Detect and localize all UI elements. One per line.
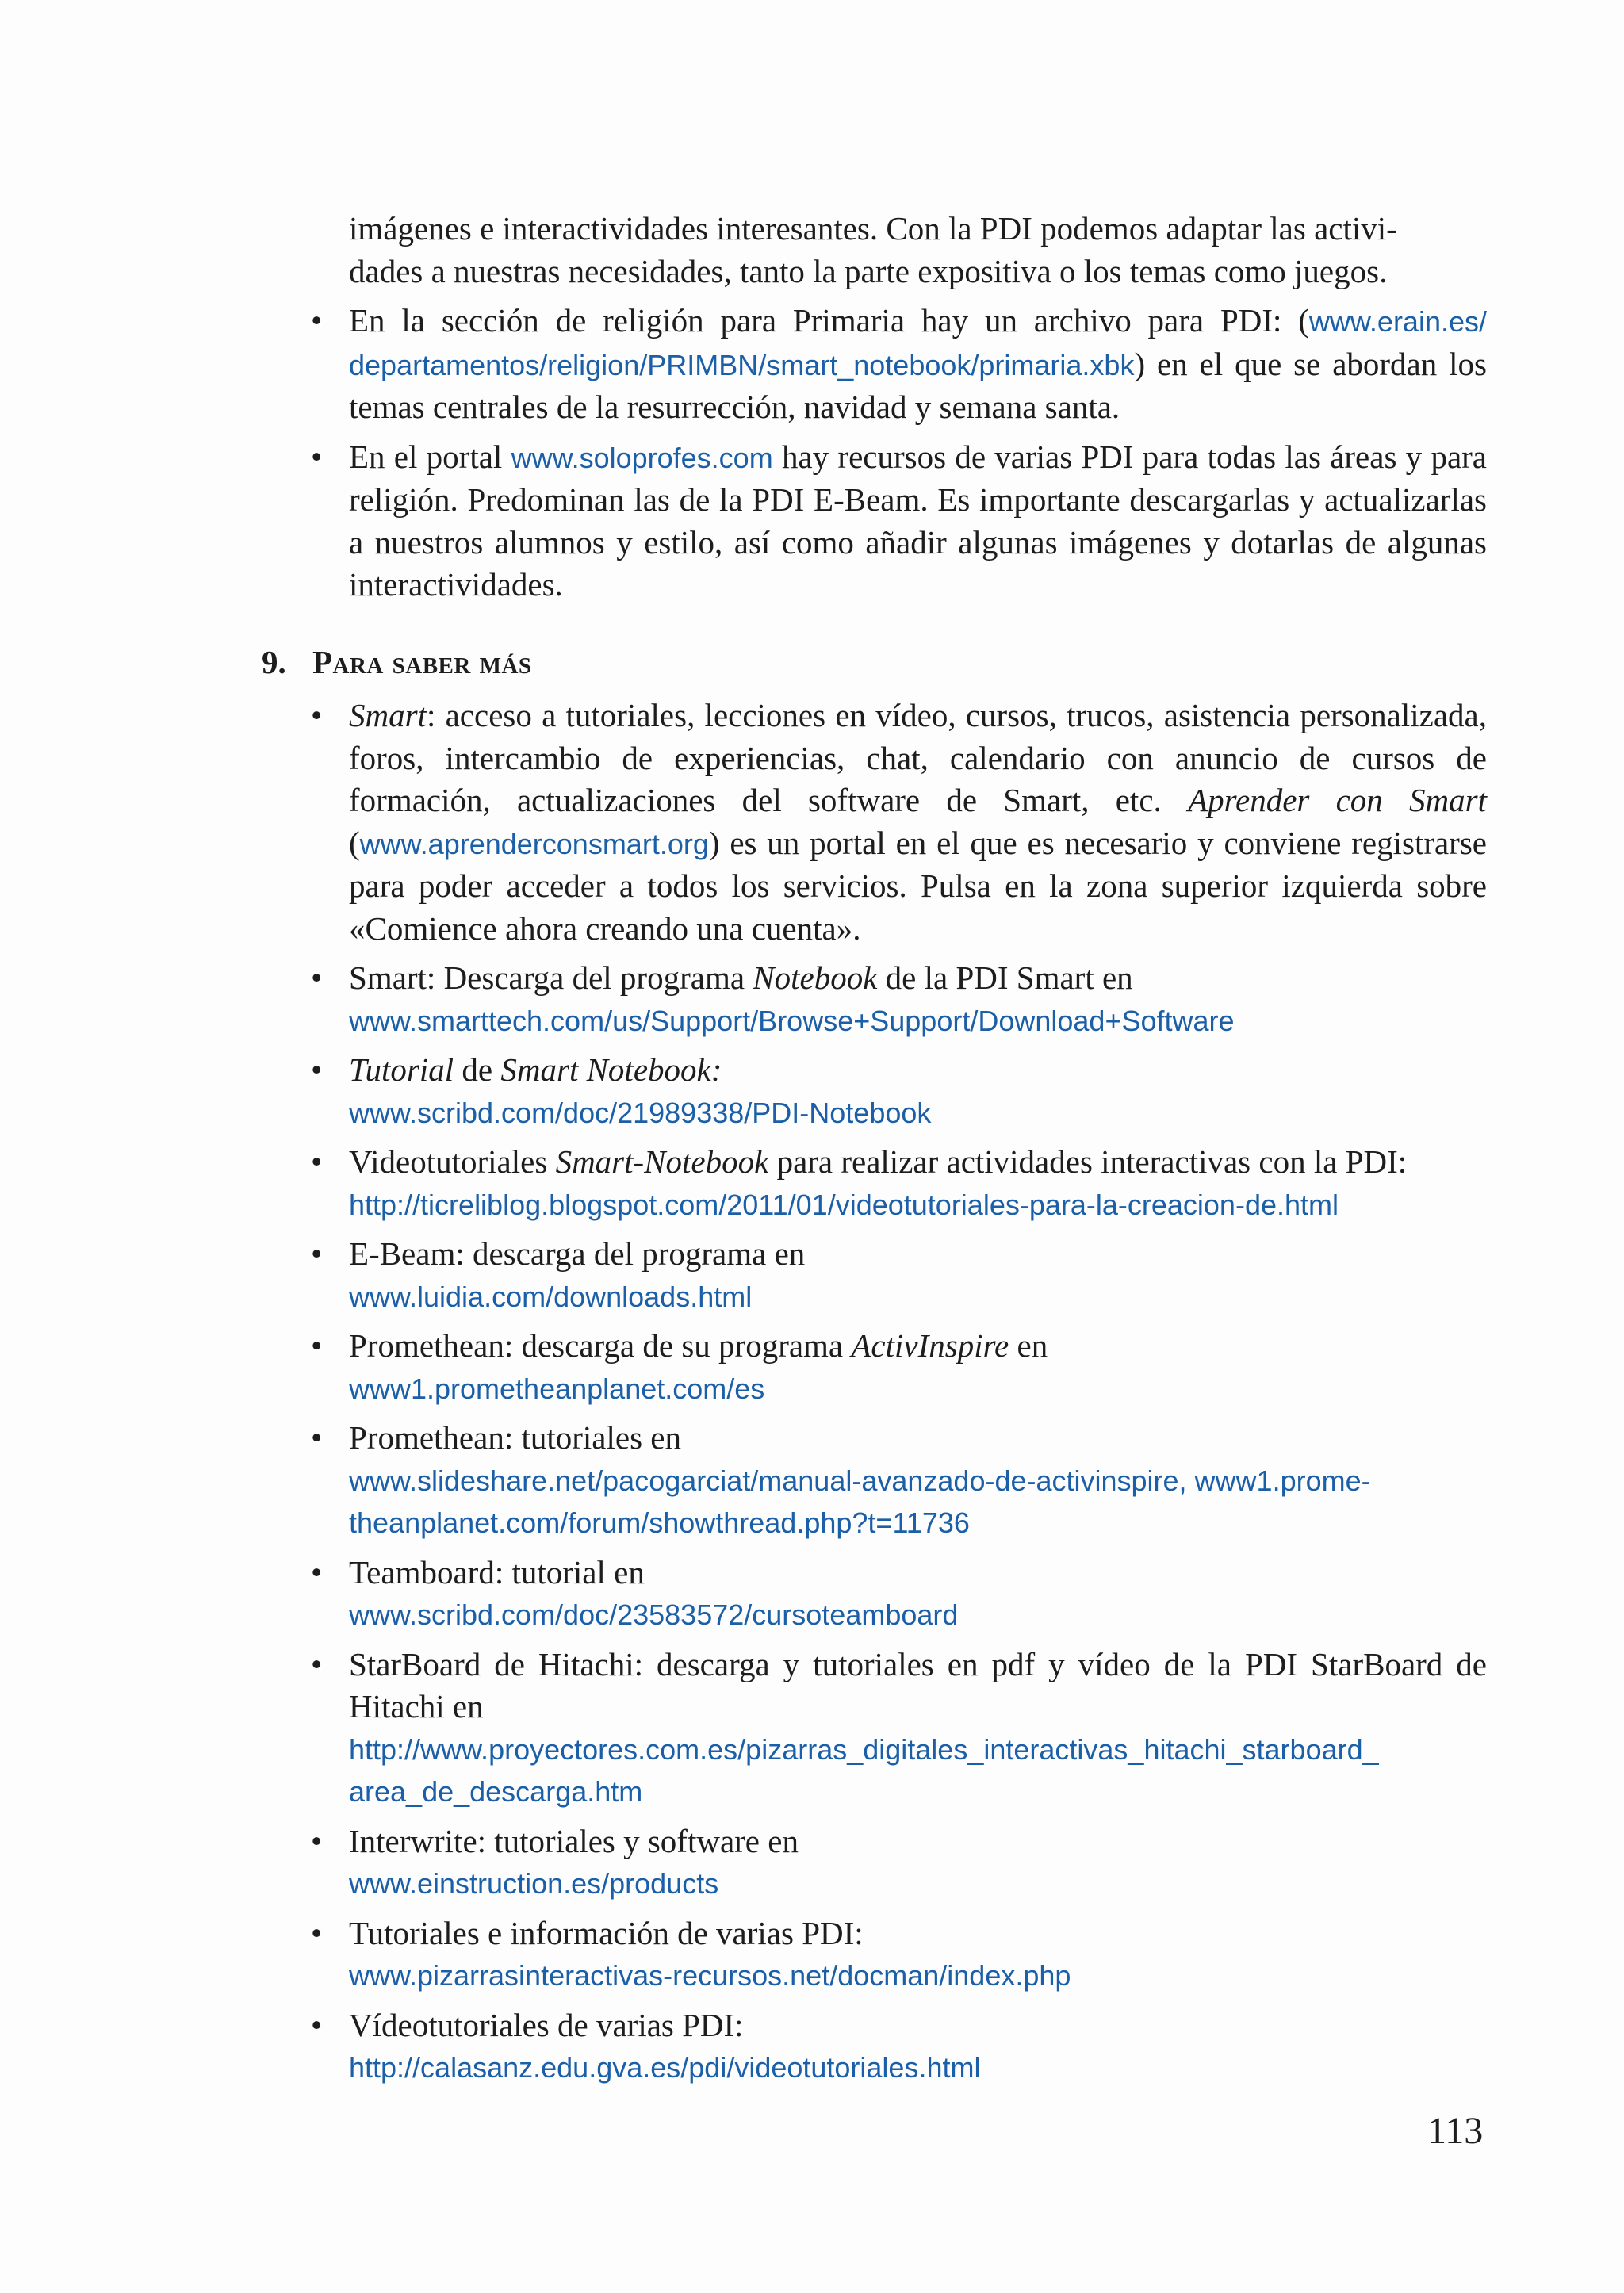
list-item-tutoriales-varias: • Tutoriales e información de varias PDI: www.pizarrasinteractivas-recursos.net/docman/index.php xyxy=(349,1912,1487,1997)
link-smarttech[interactable]: www.smarttech.com/us/Support/Browse+Support/Download+Software xyxy=(349,1004,1235,1037)
link-proyectores[interactable]: http://www.proyectores.com.es/pizarras_digitales_interactivas_hitachi_starboard_ xyxy=(349,1732,1379,1766)
list-item-teamboard: • Teamboard: tutorial en www.scribd.com/doc/23583572/cursoteamboard xyxy=(349,1552,1487,1636)
page-number: 113 xyxy=(1427,2110,1484,2152)
list-item-interwrite: • Interwrite: tutoriales y software en www.einstruction.es/products xyxy=(349,1820,1487,1905)
link-einstruction[interactable]: www.einstruction.es/products xyxy=(349,1867,719,1900)
list-item-soloprofes: • En el portal www.soloprofes.com hay recursos de varias PDI para todas las áreas y para religión. Predominan las de la PDI E-Beam. Es importante descargarlas y actualizarlas a nuestros alumnos y estilo, así como añadir algunas imágenes y dotarlas de algunas interactividades. xyxy=(349,436,1487,607)
link-luidia[interactable]: www.luidia.com/downloads.html xyxy=(349,1280,753,1313)
list-item-videotutoriales: • Videotutoriales Smart-Notebook para realizar actividades interactivas con la PDI: http://ticreliblog.blogspot.com/2011/01/videotutoriales-para-la-creacion-de.html xyxy=(349,1141,1487,1226)
section-heading xyxy=(262,641,1487,684)
intro-paragraph xyxy=(349,208,1487,293)
list-item-smart-download: • Smart: Descarga del programa Notebook de la PDI Smart en www.smarttech.com/us/Support/Browse+Support/Download+Software xyxy=(349,957,1487,1042)
page-content xyxy=(262,208,1488,2096)
top-bullet-list xyxy=(349,300,1487,607)
link-erain[interactable]: www.erain.es/ departamentos/religion/PRIMBN/smart_notebook/primaria.xbk xyxy=(349,305,1487,381)
link-scribd-teamboard[interactable]: www.scribd.com/doc/23583572/cursoteamboard xyxy=(349,1598,959,1631)
link-prometheanplanet[interactable]: www1.prometheanplanet.com/es xyxy=(349,1372,765,1405)
link-soloprofes[interactable]: www.soloprofes.com xyxy=(511,441,773,474)
list-item-promethean-tutorials: • Promethean: tutoriales en www.slideshare.net/pacogarciat/manual-avanzado-de-activinspire, www1.prome- theanplanet.com/forum/showthread.php?t=11736 xyxy=(349,1417,1487,1545)
list-item-starboard: • StarBoard de Hitachi: descarga y tutoriales en pdf y vídeo de la PDI StarBoard de Hitachi en http://www.proyectores.com.es/pizarras_digitales_interactivas_hitachi_starboard_ area_de_descarga.htm xyxy=(349,1644,1487,1813)
list-item-promethean-download: • Promethean: descarga de su programa ActivInspire en www1.prometheanplanet.com/es xyxy=(349,1325,1487,1410)
link-ticreliblog[interactable]: http://ticreliblog.blogspot.com/2011/01/videotutoriales-para-la-creacion-de.html xyxy=(349,1188,1339,1221)
list-item-ebeam: • E-Beam: descarga del programa en www.luidia.com/downloads.html xyxy=(349,1233,1487,1318)
list-item-smart: • Smart: acceso a tutoriales, lecciones en vídeo, cursos, trucos, asistencia personalizada, foros, intercambio de experiencias, chat, calendario con anuncio de cursos de formación, actualizaciones del software de Smart, etc. Aprender con Smart (www.aprenderconsmart.org) es un portal en el que es necesario y conviene registrarse para poder acceder a todos los servicios. Pulsa en la zona superior izquierda sobre «Comience ahora creando una cuenta». xyxy=(349,695,1487,950)
link-slideshare[interactable]: www.slideshare.net/pacogarciat/manual-avanzado-de-activinspire, www1.prome- xyxy=(349,1464,1371,1497)
list-item-tutorial-notebook: • Tutorial de Smart Notebook: www.scribd.com/doc/21989338/PDI-Notebook xyxy=(349,1049,1487,1134)
link-pizarrasinteractivas[interactable]: www.pizarrasinteractivas-recursos.net/docman/index.php xyxy=(349,1959,1071,1992)
resources-bullet-list xyxy=(349,695,1487,2089)
link-aprenderconsmart[interactable]: www.aprenderconsmart.org xyxy=(359,827,709,860)
intro-line-1: imágenes e interactividades interesantes. Con la PDI podemos adaptar las activi- xyxy=(349,210,1397,247)
link-proyectores-cont[interactable]: area_de_descarga.htm xyxy=(349,1775,643,1808)
list-item-religion: • En la sección de religión para Primaria hay un archivo para PDI: (www.erain.es/ departamentos/religion/PRIMBN/smart_notebook/primaria.xbk) en el que se abordan los temas centrales de la resurrección, navidad y semana santa. xyxy=(349,300,1487,429)
intro-line-2: dades a nuestras necesidades, tanto la parte expositiva o los temas como juegos. xyxy=(349,252,1388,289)
section-number: 9. xyxy=(262,643,286,680)
link-calasanz[interactable]: http://calasanz.edu.gva.es/pdi/videotutoriales.html xyxy=(349,2051,981,2084)
list-item-videotutoriales-varias: • Vídeotutoriales de varias PDI: http://calasanz.edu.gva.es/pdi/videotutoriales.html xyxy=(349,2004,1487,2089)
link-scribd-notebook[interactable]: www.scribd.com/doc/21989338/PDI-Notebook xyxy=(349,1096,932,1129)
link-prometheanplanet-forum[interactable]: theanplanet.com/forum/showthread.php?t=11736 xyxy=(349,1506,970,1539)
section-title: Para saber más xyxy=(312,643,532,680)
